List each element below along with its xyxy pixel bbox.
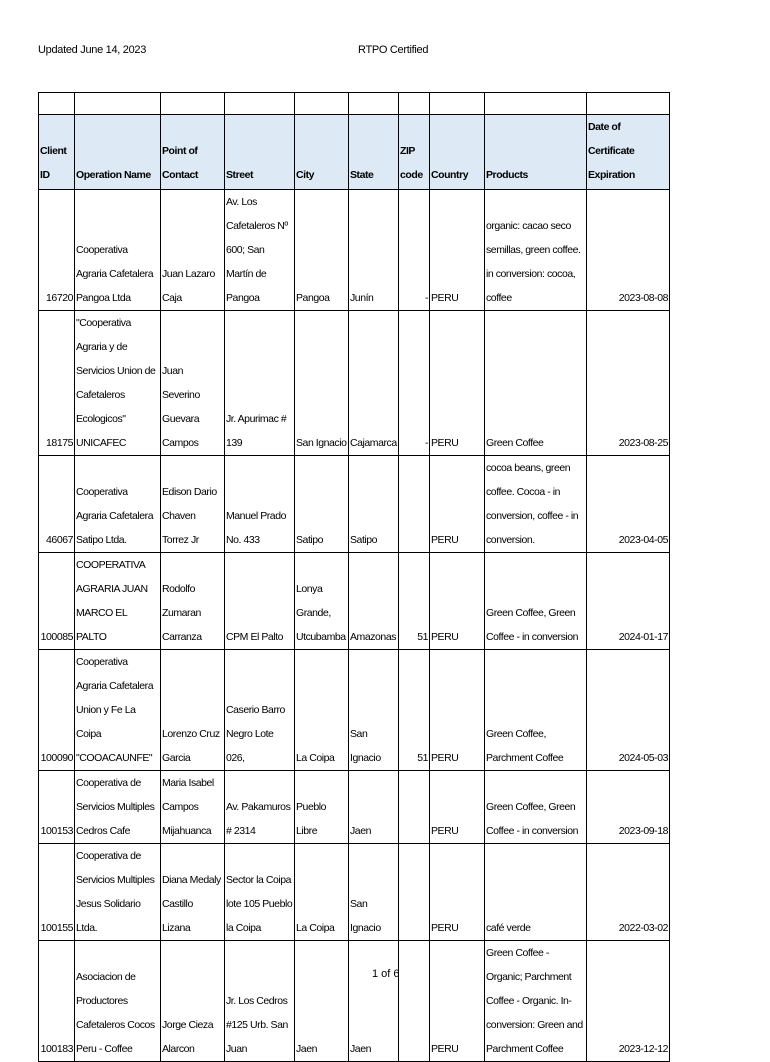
expiration-cell: 2024-01-17 bbox=[587, 553, 670, 650]
zip-cell: 51 bbox=[399, 553, 430, 650]
zip-cell bbox=[399, 844, 430, 941]
city-cell: La Coipa bbox=[295, 844, 349, 941]
zip-cell: - bbox=[399, 311, 430, 456]
col-street: Street bbox=[225, 115, 295, 190]
zip-cell bbox=[399, 456, 430, 553]
street-cell: Jr. Apurimac # 139 bbox=[225, 311, 295, 456]
state-cell: Satipo bbox=[349, 456, 399, 553]
col-zip-line2: code bbox=[400, 169, 423, 181]
col-zip-code bbox=[399, 115, 430, 190]
zip-cell bbox=[399, 771, 430, 844]
point-of-contact-cell: Juan Severino Guevara Campos bbox=[161, 311, 225, 456]
state-cell: Cajamarca bbox=[349, 311, 399, 456]
zip-cell bbox=[399, 941, 430, 1062]
updated-date: Updated June 14, 2023 bbox=[38, 44, 147, 56]
col-expiration-line1: Date of Certificate bbox=[588, 121, 635, 157]
client-id-cell: 100085 bbox=[39, 553, 75, 650]
country-cell: PERU bbox=[430, 650, 485, 771]
point-of-contact-cell: Maria Isabel Campos Mijahuanca bbox=[161, 771, 225, 844]
col-state: State bbox=[349, 115, 399, 190]
point-of-contact-cell: Jorge Cieza Alarcon bbox=[161, 941, 225, 1062]
operation-name-cell: Asociacion de Productores Cafetaleros Cocos Peru - Coffee bbox=[75, 941, 161, 1062]
expiration-cell: 2023-12-12 bbox=[587, 941, 670, 1062]
operation-name-cell: COOPERATIVA AGRARIA JUAN MARCO EL PALTO bbox=[75, 553, 161, 650]
street-cell: Jr. Los Cedros #125 Urb. San Juan bbox=[225, 941, 295, 1062]
products-cell: Green Coffee, Green Coffee - in conversion bbox=[485, 553, 587, 650]
state-cell: Jaen bbox=[349, 771, 399, 844]
col-client-id: Client ID bbox=[39, 115, 75, 190]
client-id-cell: 100183 bbox=[39, 941, 75, 1062]
point-of-contact-cell: Juan Lazaro Caja bbox=[161, 190, 225, 311]
state-cell: San Ignacio bbox=[349, 844, 399, 941]
col-expiration-line2: Expiration bbox=[588, 169, 635, 181]
client-id-cell: 100153 bbox=[39, 771, 75, 844]
products-cell: Green Coffee, Green Coffee - in conversion bbox=[485, 771, 587, 844]
operation-name-cell: Cooperativa Agraria Cafetalera Pangoa Ltda bbox=[75, 190, 161, 311]
zip-cell: 51 bbox=[399, 650, 430, 771]
table-row bbox=[39, 941, 670, 1062]
city-cell: La Coipa bbox=[295, 650, 349, 771]
street-cell: Av. Los Cafetaleros Nº 600; San Martín de Pangoa bbox=[225, 190, 295, 311]
column-headers bbox=[39, 115, 670, 190]
expiration-cell: 2023-04-05 bbox=[587, 456, 670, 553]
country-cell: PERU bbox=[430, 553, 485, 650]
city-cell: Jaen bbox=[295, 941, 349, 1062]
client-id-cell: 100155 bbox=[39, 844, 75, 941]
state-cell: Junín bbox=[349, 190, 399, 311]
table-row bbox=[39, 844, 670, 941]
products-cell: cocoa beans, green coffee. Cocoa - in conversion, coffee - in conversion. bbox=[485, 456, 587, 553]
table-row bbox=[39, 553, 670, 650]
client-id-cell: 18175 bbox=[39, 311, 75, 456]
street-cell: Sector la Coipa lote 105 Pueblo la Coipa bbox=[225, 844, 295, 941]
products-cell: Green Coffee - Organic; Parchment Coffee - Organic. In-conversion: Green and Parchment Coffee bbox=[485, 941, 587, 1062]
operation-name-cell: "Cooperativa Agraria y de Servicios Union de Cafetaleros Ecologicos" UNICAFEC bbox=[75, 311, 161, 456]
page-number: 1 of 6 bbox=[372, 968, 400, 980]
col-operation-name: Operation Name bbox=[75, 115, 161, 190]
street-cell: Manuel Prado No. 433 bbox=[225, 456, 295, 553]
col-country: Country bbox=[430, 115, 485, 190]
zip-cell: - bbox=[399, 190, 430, 311]
point-of-contact-cell: Rodolfo Zumaran Carranza bbox=[161, 553, 225, 650]
street-cell: Av. Pakamuros # 2314 bbox=[225, 771, 295, 844]
certified-operations-table bbox=[38, 92, 670, 1062]
col-city: City bbox=[295, 115, 349, 190]
products-cell: organic: cacao seco semillas, green coffee. in conversion: cocoa, coffee bbox=[485, 190, 587, 311]
expiration-cell: 2023-08-08 bbox=[587, 190, 670, 311]
state-cell: San Ignacio bbox=[349, 650, 399, 771]
point-of-contact-cell: Edison Dario Chaven Torrez Jr bbox=[161, 456, 225, 553]
country-cell: PERU bbox=[430, 190, 485, 311]
table-row bbox=[39, 771, 670, 844]
table-row bbox=[39, 650, 670, 771]
street-cell: CPM El Palto bbox=[225, 553, 295, 650]
city-cell: Satipo bbox=[295, 456, 349, 553]
country-cell: PERU bbox=[430, 771, 485, 844]
state-cell: Amazonas bbox=[349, 553, 399, 650]
point-of-contact-cell: Diana Medaly Castillo Lizana bbox=[161, 844, 225, 941]
col-point-of-contact: Point of Contact bbox=[161, 115, 225, 190]
table-row bbox=[39, 311, 670, 456]
expiration-cell: 2022-03-02 bbox=[587, 844, 670, 941]
table-row bbox=[39, 190, 670, 311]
table-row bbox=[39, 456, 670, 553]
client-id-cell: 100090 bbox=[39, 650, 75, 771]
expiration-cell: 2023-08-25 bbox=[587, 311, 670, 456]
col-zip-line1: ZIP bbox=[400, 145, 415, 157]
products-cell: Green Coffee, Parchment Coffee bbox=[485, 650, 587, 771]
blank-row bbox=[39, 93, 670, 115]
city-cell: Pueblo Libre bbox=[295, 771, 349, 844]
street-cell: Caserio Barro Negro Lote 026, bbox=[225, 650, 295, 771]
products-cell: café verde bbox=[485, 844, 587, 941]
city-cell: San Ignacio bbox=[295, 311, 349, 456]
operation-name-cell: Cooperativa Agraria Cafetalera Union y Fe La Coipa "COOACAUNFE" bbox=[75, 650, 161, 771]
operation-name-cell: Cooperativa Agraria Cafetalera Satipo Ltda. bbox=[75, 456, 161, 553]
operation-name-cell: Cooperativa de Servicios Multiples Jesus Solidario Ltda. bbox=[75, 844, 161, 941]
client-id-cell: 16720 bbox=[39, 190, 75, 311]
col-products: Products bbox=[485, 115, 587, 190]
expiration-cell: 2023-09-18 bbox=[587, 771, 670, 844]
country-cell: PERU bbox=[430, 311, 485, 456]
country-cell: PERU bbox=[430, 844, 485, 941]
document-title: RTPO Certified bbox=[358, 44, 429, 56]
col-expiration bbox=[587, 115, 670, 190]
country-cell: PERU bbox=[430, 941, 485, 1062]
city-cell: Lonya Grande, Utcubamba bbox=[295, 553, 349, 650]
city-cell: Pangoa bbox=[295, 190, 349, 311]
client-id-cell: 46067 bbox=[39, 456, 75, 553]
expiration-cell: 2024-05-03 bbox=[587, 650, 670, 771]
point-of-contact-cell: Lorenzo Cruz Garcia bbox=[161, 650, 225, 771]
country-cell: PERU bbox=[430, 456, 485, 553]
products-cell: Green Coffee bbox=[485, 311, 587, 456]
operation-name-cell: Cooperativa de Servicios Multiples Cedros Cafe bbox=[75, 771, 161, 844]
state-cell: Jaen bbox=[349, 941, 399, 1062]
